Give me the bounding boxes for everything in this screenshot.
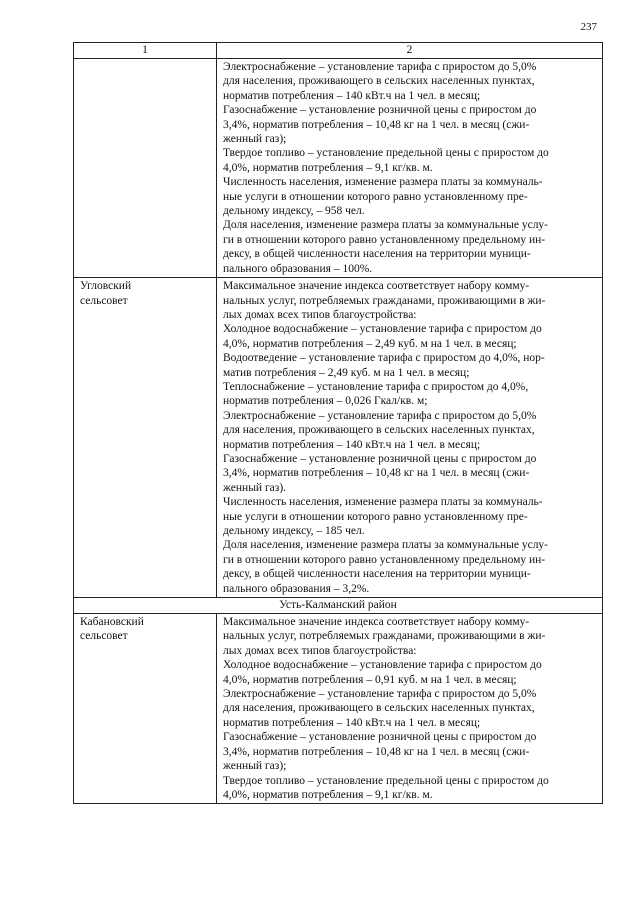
description-paragraph: Холодное водоснабжение – установление тарифа с приростом до 4,0%, норматив потребления – 0,91 куб. м на 1 чел. в месяц; <box>223 659 542 686</box>
table-row <box>74 59 603 278</box>
description-paragraph: Холодное водоснабжение – установление тарифа с приростом до 4,0%, норматив потребления – 2,49 куб. м на 1 чел. в месяц; <box>223 323 542 350</box>
description-paragraph: Численность населения, изменение размера платы за коммуналь- ные услуги в отношении которого равно установленному пре- дельному индексу, – 185 чел. <box>223 496 543 537</box>
description-paragraph: Доля населения, изменение размера платы за коммунальные услу- ги в отношении которого равно установленному предельному ин- дексу, в общей численности населения на территории муници- пального образования – 3,2%. <box>223 539 549 595</box>
description-paragraph: Твердое топливо – установление предельной цены с приростом до 4,0%, норматив потребления – 9,1 кг/кв. м. <box>223 774 549 801</box>
page-number: 237 <box>580 21 597 33</box>
description-paragraph: Максимальное значение индекса соответствует набору комму- нальных услуг, потребляемых гражданами, проживающими в жи- лых домах всех типов благоустройства: <box>223 616 546 657</box>
table-row <box>74 278 603 598</box>
municipality-name: Кабановский сельсовет <box>80 616 144 643</box>
municipality-name: Угловский сельсовет <box>80 280 132 307</box>
description-cell <box>217 614 603 804</box>
description-paragraph: Водоотведение – установление тарифа с приростом до 4,0%, нор- матив потребления – 2,49 куб. м на 1 чел. в месяц; <box>223 352 545 379</box>
description-paragraph: Газоснабжение – установление розничной цены с приростом до 3,4%, норматив потребления – 10,48 кг на 1 чел. в месяц (сжи- женный газ); <box>223 104 537 146</box>
description-paragraph: Доля населения, изменение размера платы за коммунальные услу- ги в отношении которого равно установленному предельному ин- дексу, в общей численности населения на территории муници- пального образования – 100%. <box>223 219 549 275</box>
section-header-row <box>74 598 603 614</box>
description-paragraph: Твердое топливо – установление предельной цены с приростом до 4,0%, норматив потребления – 9,1 кг/кв. м. <box>223 147 549 174</box>
description-paragraph: Электроснабжение – установление тарифа с приростом до 5,0% для населения, проживающего в сельских населенных пунктах, норматив потребления – 140 кВт.ч на 1 чел. в месяц; <box>223 409 537 451</box>
section-title: Усть-Калманский район <box>74 598 603 614</box>
description-paragraph: Теплоснабжение – установление тарифа с приростом до 4,0%, норматив потребления – 0,026 Гкал/кв. м; <box>223 380 529 408</box>
table-row <box>74 614 603 804</box>
column-header-2: 2 <box>217 43 603 59</box>
municipality-name <box>74 59 216 61</box>
municipality-cell <box>74 59 217 278</box>
description-paragraph: Численность населения, изменение размера платы за коммуналь- ные услуги в отношении которого равно установленному пре- дельному индексу, – 958 чел. <box>223 176 543 218</box>
description-paragraph: Электроснабжение – установление тарифа с приростом до 5,0% для населения, проживающего в сельских населенных пунктах, норматив потребления – 140 кВт.ч на 1 чел. в месяц; <box>223 61 537 102</box>
description-paragraph: Газоснабжение – установление розничной цены с приростом до 3,4%, норматив потребления – 10,48 кг на 1 чел. в месяц (сжи- женный газ). <box>223 452 537 494</box>
description-cell <box>217 278 603 598</box>
description-paragraph: Электроснабжение – установление тарифа с приростом до 5,0% для населения, проживающего в сельских населенных пунктах, норматив потребления – 140 кВт.ч на 1 чел. в месяц; <box>223 688 537 729</box>
municipality-cell <box>74 278 217 598</box>
description-cell <box>217 59 603 278</box>
column-header-1: 1 <box>74 43 217 59</box>
municipality-cell <box>74 614 217 804</box>
description-paragraph: Газоснабжение – установление розничной цены с приростом до 3,4%, норматив потребления – 10,48 кг на 1 чел. в месяц (сжи- женный газ); <box>223 731 537 773</box>
description-paragraph: Максимальное значение индекса соответствует набору комму- нальных услуг, потребляемых гражданами, проживающими в жи- лых домах всех типов благоустройства: <box>223 280 546 321</box>
table-header-row <box>74 43 603 59</box>
tariff-table <box>73 42 603 804</box>
